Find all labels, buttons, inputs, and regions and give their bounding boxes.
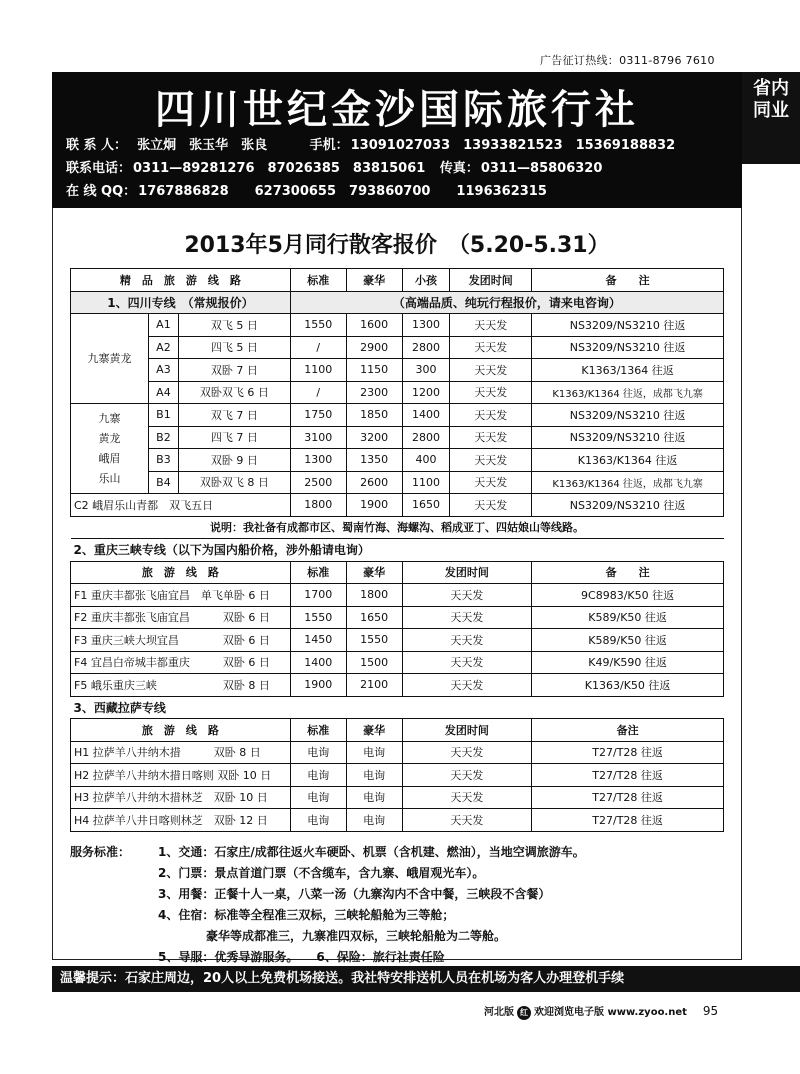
price-child: 2800 [402,426,450,449]
route-type: 双飞 7 日 [178,404,290,427]
price-child: 1300 [402,314,450,337]
chongqing-header-row [71,561,724,584]
sichuan-note: 说明：我社备有成都市区、蜀南竹海、海螺沟、稻成亚丁、四姑娘山等线路。 [71,516,724,539]
price-luxury: 1900 [346,494,402,517]
departure: 天天发 [402,629,532,652]
price-standard: 电询 [290,741,346,764]
service-label: 服务标准： [70,845,131,859]
remark: NS3209/NS3210 往返 [532,336,724,359]
table-row [71,809,724,832]
price-standard: / [290,381,346,404]
price-luxury: 2900 [346,336,402,359]
table-row [71,404,724,427]
col-departure: 发团时间 [402,719,532,742]
departure: 天天发 [402,651,532,674]
price-child: 2800 [402,336,450,359]
departure: 天天发 [402,741,532,764]
price-standard: 电询 [290,809,346,832]
price-luxury: 电询 [346,809,402,832]
col-route: 精 品 旅 游 线 路 [71,269,291,292]
departure: 天天发 [450,381,532,404]
section-tab [742,72,800,164]
col-standard: 标准 [290,269,346,292]
price-luxury: 电询 [346,764,402,787]
price-child: 1650 [402,494,450,517]
remark: T27/T28 往返 [532,741,724,764]
price-standard: 1750 [290,404,346,427]
fax: 0311—85806320 [480,161,603,176]
route-code: B1 [148,404,178,427]
table-row [71,359,724,382]
service-lodging: 4、住宿：标准等全程准三双标，三峡轮船舱为三等舱； [158,908,455,922]
price-child: 300 [402,359,450,382]
persons: 张立炯 张玉华 张良 [137,138,268,153]
contact-phone-row [66,157,612,176]
departure: 天天发 [402,809,532,832]
group-jiuzhai-emei: 九寨黄龙峨眉乐山 [71,404,149,494]
table-row [71,584,724,607]
price-standard: 1300 [290,449,346,472]
company-name: 四川世纪金沙国际旅行社 [155,86,639,133]
route-name: F4 宜昌白帝城丰都重庆 双卧 6 日 [71,651,291,674]
price-luxury: 电询 [346,741,402,764]
price-standard: 1800 [290,494,346,517]
route-code: A2 [148,336,178,359]
contact-qq-row [66,180,557,199]
price-standard: 电询 [290,764,346,787]
col-luxury: 豪华 [346,561,402,584]
route-name: F5 峨乐重庆三峡 双卧 8 日 [71,674,291,697]
website-text: 欢迎浏览电子版 www.zyoo.net [534,1007,687,1018]
route-type: 双卧双飞 6 日 [178,381,290,404]
price-standard: 电询 [290,786,346,809]
route-name: H2 拉萨羊八井纳木措日喀则 双卧 10 日 [71,764,291,787]
remark: K589/K50 往返 [532,606,724,629]
price-luxury: 2600 [346,471,402,494]
departure: 天天发 [402,606,532,629]
table-row [71,381,724,404]
col-standard: 标准 [290,561,346,584]
price-luxury: 1550 [346,629,402,652]
route-type: 双飞 5 日 [178,314,290,337]
price-luxury: 1600 [346,314,402,337]
remark: NS3209/NS3210 往返 [532,314,724,337]
table-row [71,764,724,787]
col-route: 旅 游 线 路 [71,561,291,584]
price-standard: 3100 [290,426,346,449]
page-footer [484,1003,718,1020]
agency-header [52,72,742,208]
section-tab-line1: 省内 [753,78,789,99]
remark: K1363/K1364 往返，成都飞九寨 [532,381,724,404]
phones: 0311—89281276 87026385 83815061 [133,161,426,176]
price-table [70,268,724,832]
route-code: B2 [148,426,178,449]
price-standard: / [290,336,346,359]
price-child: 400 [402,449,450,472]
fax-label: 传真： [439,161,479,176]
remark: T27/T28 往返 [532,809,724,832]
remark: NS3209/NS3210 往返 [532,494,724,517]
table-row [71,629,724,652]
page-number: 95 [702,1004,719,1018]
group-jiuzhai-huanglong: 九寨黄龙 [71,314,149,404]
sichuan-section-title: 1、四川专线 （常规报价） [71,291,291,314]
service-guide-insurance: 5、导服：优秀导游服务。 6、保险：旅行社责任险 [158,950,445,964]
quote-title: 2013年5月同行散客报价 （5.20-5.31） [184,233,610,258]
col-luxury: 豪华 [346,719,402,742]
price-standard: 1550 [290,606,346,629]
mobile-label: 手机： [309,138,349,153]
remark: K1363/1364 往返 [532,359,724,382]
price-luxury: 3200 [346,426,402,449]
price-standard: 2500 [290,471,346,494]
price-luxury: 2100 [346,674,402,697]
edition-label: 河北版 [484,1007,514,1018]
route-code: B4 [148,471,178,494]
departure: 天天发 [450,314,532,337]
service-transport: 1、交通：石家庄/成都往返火车硬卧、机票（含机建、燃油），当地空调旅游车。 [158,845,585,859]
tibet-section-row [71,696,724,719]
route-type: 双卧 9 日 [178,449,290,472]
qq-label: 在 线 QQ： [66,184,137,199]
remark: K1363/K1364 往返 [532,449,724,472]
col-remarks: 备注 [532,719,724,742]
departure: 天天发 [402,584,532,607]
route-type: 四飞 5 日 [178,336,290,359]
departure: 天天发 [450,404,532,427]
price-luxury: 2300 [346,381,402,404]
price-standard: 1450 [290,629,346,652]
table-row [71,426,724,449]
route-code: B3 [148,449,178,472]
service-lodging-luxury: 豪华等成都准三，九寨准四双标，三峡轮船舱为二等舱。 [158,929,507,943]
price-luxury: 1800 [346,584,402,607]
chongqing-section-row [71,539,724,562]
route-type: 四飞 7 日 [178,426,290,449]
phone-label: 联系电话： [66,161,132,176]
table-row [71,606,724,629]
remark: K589/K50 往返 [532,629,724,652]
table-row [71,674,724,697]
departure: 天天发 [402,786,532,809]
tibet-section-title: 3、西藏拉萨专线 [71,696,724,719]
table-row [71,314,724,337]
ad-hotline: 广告征订热线：0311-8796 7610 [540,54,715,67]
route-code: A3 [148,359,178,382]
departure: 天天发 [450,359,532,382]
remark: K1363/K1364 往返，成都飞九寨 [532,471,724,494]
col-remarks: 备 注 [532,561,724,584]
remark: NS3209/NS3210 往返 [532,426,724,449]
col-standard: 标准 [290,719,346,742]
remark: T27/T28 往返 [532,786,724,809]
departure: 天天发 [450,426,532,449]
remark: 9C8983/K50 往返 [532,584,724,607]
table-row [71,741,724,764]
route-type: 双卧 7 日 [178,359,290,382]
remark: K1363/K50 往返 [532,674,724,697]
route-code: A1 [148,314,178,337]
section-tab-line2: 同业 [753,100,789,121]
sichuan-header-row [71,269,724,292]
col-route: 旅 游 线 路 [71,719,291,742]
red-badge-icon: 红 [517,1006,531,1020]
col-remarks: 备 注 [532,269,724,292]
price-child: 1200 [402,381,450,404]
mobiles: 13091027033 13933821523 15369188832 [350,138,676,153]
price-luxury: 1650 [346,606,402,629]
sichuan-section-note: （高端品质、纯玩行程报价，请来电咨询） [290,291,723,314]
service-tickets: 2、门票：景点首道门票（不含缆车，含九寨、峨眉观光车）。 [158,866,485,880]
price-luxury: 1350 [346,449,402,472]
route-name: F1 重庆丰都张飞庙宜昌 单飞单卧 6 日 [71,584,291,607]
persons-label: 联 系 人： [66,138,128,153]
route-name: C2 峨眉乐山青都 双飞五日 [71,494,291,517]
remark: T27/T28 往返 [532,764,724,787]
sichuan-section-row [71,291,724,314]
remark: NS3209/NS3210 往返 [532,404,724,427]
route-name: H3 拉萨羊八井纳木措林芝 双卧 10 日 [71,786,291,809]
departure: 天天发 [402,764,532,787]
route-name: F3 重庆三峡大坝宜昌 双卧 6 日 [71,629,291,652]
route-name: H1 拉萨羊八井纳木措 双卧 8 日 [71,741,291,764]
table-row [71,494,724,517]
tibet-header-row [71,719,724,742]
table-row [71,786,724,809]
sichuan-note-row [71,516,724,539]
departure: 天天发 [450,471,532,494]
price-luxury: 1150 [346,359,402,382]
price-standard: 1550 [290,314,346,337]
price-child: 1100 [402,471,450,494]
price-standard: 1400 [290,651,346,674]
contact-persons-row [66,134,685,153]
route-code: A4 [148,381,178,404]
price-child: 1400 [402,404,450,427]
warm-tip-banner: 温馨提示：石家庄周边，20人以上免费机场接送。我社特安排送机人员在机场为客人办理登机手续 [52,966,800,992]
route-name: H4 拉萨羊八井日喀则林芝 双卧 12 日 [71,809,291,832]
remark: K49/K590 往返 [532,651,724,674]
price-luxury: 电询 [346,786,402,809]
departure: 天天发 [450,449,532,472]
col-child: 小孩 [402,269,450,292]
service-meals: 3、用餐：正餐十人一桌，八菜一汤（九寨沟内不含中餐，三峡段不含餐） [158,887,551,901]
chongqing-section-title: 2、重庆三峡专线（以下为国内船价格，涉外船请电询） [71,539,724,562]
price-luxury: 1500 [346,651,402,674]
table-row [71,651,724,674]
departure: 天天发 [450,494,532,517]
col-luxury: 豪华 [346,269,402,292]
price-luxury: 1850 [346,404,402,427]
col-departure: 发团时间 [450,269,532,292]
table-row [71,449,724,472]
price-standard: 1100 [290,359,346,382]
route-name: F2 重庆丰都张飞庙宜昌 双卧 6 日 [71,606,291,629]
col-departure: 发团时间 [402,561,532,584]
table-row [71,471,724,494]
departure: 天天发 [402,674,532,697]
route-type: 双卧双飞 8 日 [178,471,290,494]
price-standard: 1700 [290,584,346,607]
table-row [71,336,724,359]
departure: 天天发 [450,336,532,359]
qqs: 1767886828 627300655 793860700 1196362315 [138,184,547,199]
price-standard: 1900 [290,674,346,697]
